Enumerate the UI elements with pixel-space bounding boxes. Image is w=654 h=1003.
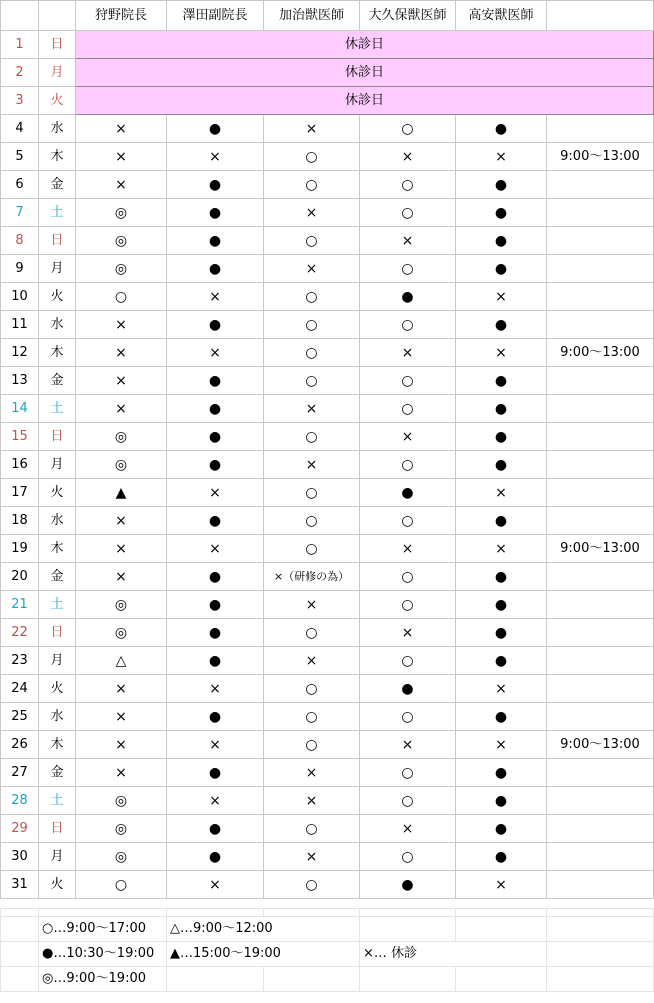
day-of-week: 金 [39, 171, 76, 199]
day-of-week: 日 [39, 815, 76, 843]
schedule-mark: ● [167, 199, 264, 227]
hours-note [547, 395, 654, 423]
day-of-week: 土 [39, 787, 76, 815]
day-number: 16 [1, 451, 39, 479]
hours-note [547, 675, 654, 703]
schedule-mark: ○ [264, 619, 360, 647]
day-of-week: 水 [39, 115, 76, 143]
day-number: 12 [1, 339, 39, 367]
schedule-mark: ● [167, 843, 264, 871]
schedule-mark: × [167, 731, 264, 759]
legend-triangle-filled: ▲…15:00〜19:00 [167, 942, 360, 967]
schedule-mark: × [360, 423, 456, 451]
schedule-mark: × [264, 115, 360, 143]
day-of-week: 日 [39, 31, 76, 59]
schedule-mark: ● [167, 227, 264, 255]
schedule-mark: ● [360, 283, 456, 311]
schedule-mark: ● [167, 395, 264, 423]
schedule-mark: × [167, 787, 264, 815]
legend-double-circle: ◎…9:00〜19:00 [39, 967, 167, 992]
schedule-mark: ○ [360, 451, 456, 479]
day-row [1, 339, 654, 367]
day-number: 5 [1, 143, 39, 171]
legend-table [0, 908, 654, 992]
day-row [1, 591, 654, 619]
schedule-body [1, 1, 654, 899]
day-row [1, 843, 654, 871]
schedule-mark: ▲ [76, 479, 167, 507]
day-row [1, 423, 654, 451]
closed-day-cell: 休診日 [76, 31, 654, 59]
schedule-mark: ● [167, 563, 264, 591]
day-of-week: 火 [39, 283, 76, 311]
legend [0, 908, 654, 1003]
hours-note [547, 199, 654, 227]
schedule-mark: ○ [264, 283, 360, 311]
schedule-mark: ● [456, 227, 547, 255]
hours-note [547, 311, 654, 339]
hours-note [547, 479, 654, 507]
day-number: 27 [1, 759, 39, 787]
day-number: 22 [1, 619, 39, 647]
day-of-week: 土 [39, 395, 76, 423]
schedule-mark: ● [167, 423, 264, 451]
day-of-week: 土 [39, 199, 76, 227]
schedule-mark: ● [360, 479, 456, 507]
schedule-mark: ● [456, 787, 547, 815]
schedule-mark: ○ [360, 843, 456, 871]
hours-note: 9:00〜13:00 [547, 339, 654, 367]
schedule-mark: ● [456, 647, 547, 675]
day-row [1, 367, 654, 395]
schedule-mark: ● [167, 115, 264, 143]
schedule-mark: × [456, 283, 547, 311]
schedule-mark: ● [456, 815, 547, 843]
day-row [1, 759, 654, 787]
schedule-mark: ● [456, 703, 547, 731]
day-of-week: 月 [39, 843, 76, 871]
schedule-mark: × [76, 703, 167, 731]
day-number: 13 [1, 367, 39, 395]
day-of-week: 火 [39, 87, 76, 115]
hours-note: 9:00〜13:00 [547, 731, 654, 759]
header-note [547, 1, 654, 31]
schedule-mark: ○ [264, 815, 360, 843]
hours-note [547, 115, 654, 143]
day-number: 30 [1, 843, 39, 871]
schedule-mark: × [360, 143, 456, 171]
schedule-mark: ● [167, 507, 264, 535]
schedule-mark: ● [167, 367, 264, 395]
schedule-mark: × [264, 843, 360, 871]
schedule-mark: × [360, 535, 456, 563]
schedule-mark: ○ [264, 675, 360, 703]
schedule-mark: × [456, 675, 547, 703]
schedule-mark: × [76, 339, 167, 367]
day-row [1, 647, 654, 675]
schedule-mark: ○ [264, 227, 360, 255]
day-of-week: 月 [39, 647, 76, 675]
schedule-mark: × [456, 143, 547, 171]
schedule-mark: ○ [264, 171, 360, 199]
day-number: 20 [1, 563, 39, 591]
hours-note [547, 563, 654, 591]
hours-note [547, 619, 654, 647]
schedule-mark: × [456, 731, 547, 759]
day-of-week: 火 [39, 479, 76, 507]
schedule-mark: ○ [360, 367, 456, 395]
hours-note [547, 507, 654, 535]
schedule-mark: ● [456, 199, 547, 227]
day-number: 31 [1, 871, 39, 899]
day-number: 1 [1, 31, 39, 59]
header-row [1, 1, 654, 31]
schedule-mark: ○ [360, 647, 456, 675]
schedule-mark: × [264, 255, 360, 283]
schedule-mark: × [167, 143, 264, 171]
schedule-mark: ◎ [76, 787, 167, 815]
schedule-mark: ◎ [76, 451, 167, 479]
day-row [1, 535, 654, 563]
schedule-mark: ○ [264, 339, 360, 367]
day-number: 9 [1, 255, 39, 283]
closed-day-cell: 休診日 [76, 87, 654, 115]
hours-note [547, 451, 654, 479]
schedule-mark: × [167, 871, 264, 899]
day-row [1, 59, 654, 87]
schedule-mark: × [456, 479, 547, 507]
day-of-week: 金 [39, 367, 76, 395]
schedule-mark: ○ [76, 871, 167, 899]
hours-note: 9:00〜13:00 [547, 143, 654, 171]
schedule-mark: × [264, 395, 360, 423]
day-of-week: 日 [39, 619, 76, 647]
schedule-mark: ● [167, 451, 264, 479]
day-row [1, 815, 654, 843]
schedule-mark: ○ [360, 703, 456, 731]
day-of-week: 水 [39, 311, 76, 339]
schedule-mark: × [167, 339, 264, 367]
day-of-week: 日 [39, 227, 76, 255]
schedule-mark: ○ [360, 563, 456, 591]
schedule-mark: × [167, 283, 264, 311]
schedule-mark: ○ [360, 255, 456, 283]
schedule-mark: × [264, 787, 360, 815]
schedule-mark: × [167, 675, 264, 703]
day-number: 19 [1, 535, 39, 563]
schedule-mark: ○ [360, 507, 456, 535]
day-number: 29 [1, 815, 39, 843]
hours-note [547, 815, 654, 843]
schedule-mark: ● [167, 703, 264, 731]
day-of-week: 日 [39, 423, 76, 451]
day-of-week: 火 [39, 871, 76, 899]
hours-note: 9:00〜13:00 [547, 535, 654, 563]
schedule-mark: × [76, 367, 167, 395]
schedule-mark: × [456, 339, 547, 367]
schedule-mark: ● [456, 255, 547, 283]
schedule-mark: × [167, 535, 264, 563]
schedule-mark: ○ [264, 731, 360, 759]
day-row [1, 703, 654, 731]
day-of-week: 木 [39, 535, 76, 563]
header-doctor: 大久保獣医師 [360, 1, 456, 31]
schedule-mark: ◎ [76, 199, 167, 227]
schedule-mark: ● [167, 815, 264, 843]
header-doctor: 高安獣医師 [456, 1, 547, 31]
schedule-mark: × [360, 731, 456, 759]
day-row [1, 395, 654, 423]
schedule-mark: ● [167, 255, 264, 283]
hours-note [547, 423, 654, 451]
schedule-mark: ◎ [76, 843, 167, 871]
schedule-mark: ● [167, 759, 264, 787]
day-number: 28 [1, 787, 39, 815]
day-of-week: 月 [39, 59, 76, 87]
day-row [1, 619, 654, 647]
schedule-mark: ×（研修の為） [264, 563, 360, 591]
schedule-mark: ● [167, 619, 264, 647]
schedule-mark: × [360, 339, 456, 367]
schedule-mark: × [76, 535, 167, 563]
day-number: 21 [1, 591, 39, 619]
day-row [1, 479, 654, 507]
schedule-mark: ● [456, 843, 547, 871]
schedule-mark: ○ [360, 115, 456, 143]
schedule-mark: ○ [360, 395, 456, 423]
schedule-mark: × [76, 675, 167, 703]
day-row [1, 283, 654, 311]
day-row [1, 199, 654, 227]
schedule-mark: × [264, 759, 360, 787]
schedule-mark: × [264, 591, 360, 619]
hours-note [547, 367, 654, 395]
day-of-week: 土 [39, 591, 76, 619]
day-row [1, 143, 654, 171]
legend-triangle-open: △…9:00〜12:00 [167, 917, 360, 942]
schedule-mark: ◎ [76, 815, 167, 843]
day-of-week: 月 [39, 451, 76, 479]
schedule-mark: ● [456, 115, 547, 143]
day-number: 26 [1, 731, 39, 759]
schedule-mark: ○ [264, 311, 360, 339]
day-of-week: 月 [39, 255, 76, 283]
schedule-mark: ○ [360, 591, 456, 619]
schedule-mark: ● [456, 451, 547, 479]
schedule-mark: × [264, 647, 360, 675]
schedule-mark: ● [360, 871, 456, 899]
day-number: 6 [1, 171, 39, 199]
schedule-mark: ○ [264, 535, 360, 563]
schedule-mark: ◎ [76, 423, 167, 451]
schedule-mark: × [360, 619, 456, 647]
hours-note [547, 227, 654, 255]
schedule-mark: ○ [264, 423, 360, 451]
day-of-week: 木 [39, 339, 76, 367]
schedule-mark: ◎ [76, 591, 167, 619]
schedule-mark: ○ [360, 787, 456, 815]
day-of-week: 金 [39, 759, 76, 787]
header-doctor: 加治獣医師 [264, 1, 360, 31]
day-row [1, 87, 654, 115]
schedule-mark: × [76, 171, 167, 199]
schedule-mark: ○ [360, 199, 456, 227]
schedule-mark: ◎ [76, 227, 167, 255]
day-row [1, 311, 654, 339]
day-row [1, 563, 654, 591]
day-of-week: 木 [39, 143, 76, 171]
schedule-mark: ○ [76, 283, 167, 311]
schedule-mark: ○ [264, 703, 360, 731]
schedule-mark: ○ [360, 311, 456, 339]
schedule-mark: × [76, 507, 167, 535]
schedule-mark: × [167, 479, 264, 507]
day-row [1, 731, 654, 759]
day-number: 2 [1, 59, 39, 87]
schedule-mark: ○ [264, 479, 360, 507]
hours-note [547, 703, 654, 731]
hours-note [547, 255, 654, 283]
schedule-mark: × [76, 731, 167, 759]
schedule-mark: × [264, 199, 360, 227]
schedule-mark: ● [360, 675, 456, 703]
hours-note [547, 171, 654, 199]
schedule-mark: × [76, 115, 167, 143]
day-row [1, 115, 654, 143]
schedule-mark: × [76, 395, 167, 423]
schedule-mark: ○ [264, 507, 360, 535]
schedule-mark: ● [167, 591, 264, 619]
day-row [1, 787, 654, 815]
schedule-mark: ● [456, 591, 547, 619]
day-row [1, 31, 654, 59]
hours-note [547, 843, 654, 871]
day-number: 17 [1, 479, 39, 507]
schedule-mark: ● [456, 367, 547, 395]
schedule-mark: × [76, 143, 167, 171]
closed-day-cell: 休診日 [76, 59, 654, 87]
schedule-mark: ● [456, 423, 547, 451]
header-blank-day [1, 1, 39, 31]
day-row [1, 507, 654, 535]
schedule-mark: ◎ [76, 619, 167, 647]
day-row [1, 255, 654, 283]
day-number: 18 [1, 507, 39, 535]
day-row [1, 171, 654, 199]
day-of-week: 金 [39, 563, 76, 591]
hours-note [547, 283, 654, 311]
schedule-mark: ● [167, 171, 264, 199]
day-row [1, 451, 654, 479]
schedule-mark: × [360, 815, 456, 843]
day-number: 11 [1, 311, 39, 339]
day-row [1, 675, 654, 703]
day-number: 7 [1, 199, 39, 227]
schedule-mark: ○ [264, 871, 360, 899]
schedule-mark: × [456, 535, 547, 563]
day-of-week: 火 [39, 675, 76, 703]
schedule-mark: △ [76, 647, 167, 675]
hours-note [547, 787, 654, 815]
schedule-mark: ● [167, 311, 264, 339]
schedule-mark: ○ [360, 171, 456, 199]
day-number: 24 [1, 675, 39, 703]
day-number: 25 [1, 703, 39, 731]
schedule-mark: ● [456, 311, 547, 339]
schedule-mark: ● [456, 759, 547, 787]
header-doctor: 狩野院長 [76, 1, 167, 31]
day-of-week: 木 [39, 731, 76, 759]
schedule-mark: ○ [360, 759, 456, 787]
header-doctor: 澤田副院長 [167, 1, 264, 31]
schedule-mark: ● [456, 507, 547, 535]
schedule-mark: × [76, 311, 167, 339]
schedule-mark: × [76, 759, 167, 787]
schedule-mark: ○ [264, 143, 360, 171]
schedule-mark: × [76, 563, 167, 591]
schedule-mark: × [360, 227, 456, 255]
legend-circle: ○…9:00〜17:00 [39, 917, 167, 942]
schedule-mark: × [456, 871, 547, 899]
schedule-mark: ● [456, 171, 547, 199]
day-row [1, 871, 654, 899]
day-of-week: 水 [39, 507, 76, 535]
hours-note [547, 871, 654, 899]
hours-note [547, 759, 654, 787]
hours-note [547, 591, 654, 619]
schedule-mark: ● [456, 395, 547, 423]
day-of-week: 水 [39, 703, 76, 731]
legend-dot: ●…10:30〜19:00 [39, 942, 167, 967]
day-number: 15 [1, 423, 39, 451]
day-number: 10 [1, 283, 39, 311]
schedule-mark: ◎ [76, 255, 167, 283]
day-number: 14 [1, 395, 39, 423]
day-row [1, 227, 654, 255]
header-blank-dow [39, 1, 76, 31]
schedule-mark: ● [167, 647, 264, 675]
legend-cross: ×… 休診 [360, 942, 547, 967]
schedule-mark: ○ [264, 367, 360, 395]
schedule-mark: ● [456, 563, 547, 591]
day-number: 8 [1, 227, 39, 255]
day-number: 4 [1, 115, 39, 143]
hours-note [547, 647, 654, 675]
schedule-mark: × [264, 451, 360, 479]
day-number: 23 [1, 647, 39, 675]
schedule-mark: ● [456, 619, 547, 647]
day-number: 3 [1, 87, 39, 115]
